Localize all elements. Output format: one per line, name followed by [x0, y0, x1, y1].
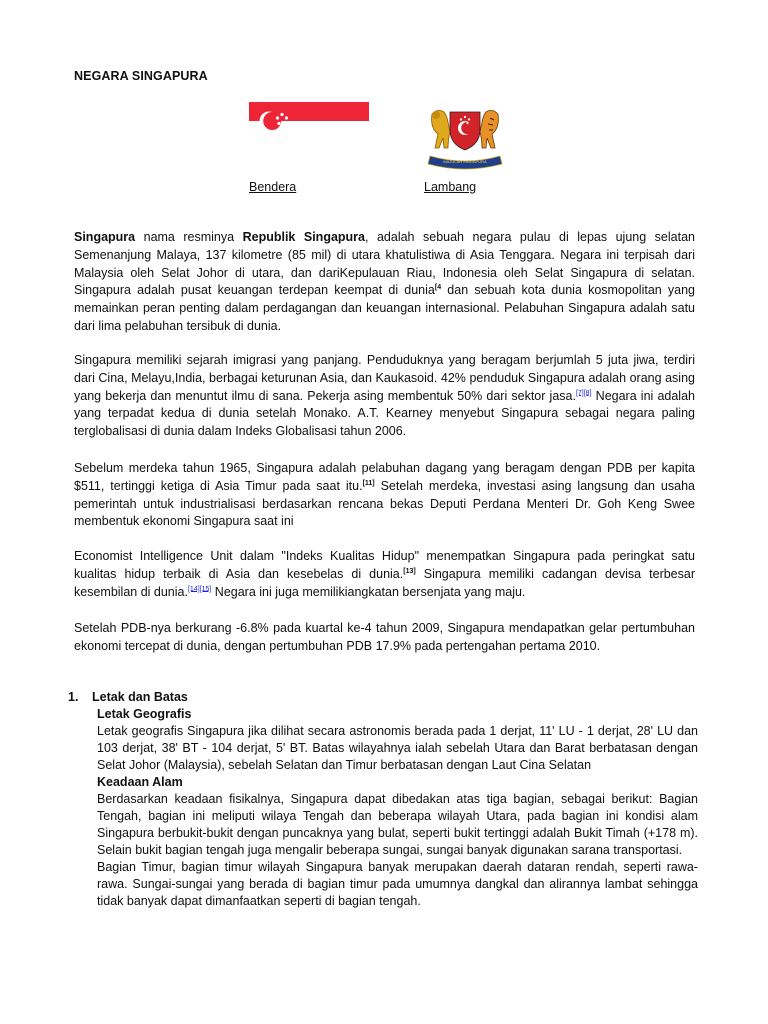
- citation-link[interactable]: [14][15]: [187, 585, 212, 593]
- paragraph-intro: Singapura nama resminya Republik Singapura, adalah sebuah negara pulau di lepas ujung selatan Semenanjung Malaya, 137 kilometre (85 mil) di utara khatulistiwa di Asia Tenggara. Negara ini terpisah dari Malaysia oleh Selat Johor di utara, dan dariKepulauan Riau, Indonesia oleh Selat Singapura di selatan. Singapura adalah pusat keuangan terdepan keempat di dunia$^{[4}$ dan sebuah kota dunia kosmopolitan yang memainkan peran penting dalam perdagangan dan keuangan internasional. Pelabuhan Singapura adalah satu dari lima pelabuhan tersibuk di dunia.: [74, 230, 696, 333]
- section-heading: 1. Letak dan Batas: [68, 690, 188, 704]
- subheading-letak-geografis: Letak Geografis: [97, 707, 192, 721]
- subheading-keadaan-alam: Keadaan Alam: [97, 775, 183, 789]
- coat-caption: Lambang: [424, 180, 477, 194]
- text-keadaan-alam-tengah: Berdasarkan keadaan fisikalnya, Singapura dapat dibedakan atas tiga bagian, sebagai berikut: Bagian Tengah, bagian ini meliputi wilaya Tengah dan beberapa wilayah Utara, pada bagian ini kondisi alam Singapura berbukit-bukit dengan puncaknya yang bulat, seperti bukit tertinggi adalah Bukit Timah (+178 m). Selain bukit bagian tengah juga mengalir beberapa sungai, sungai banyak digunakan sarana transportasi.: [97, 792, 698, 857]
- singapore-flag-image: [249, 102, 369, 140]
- paragraph-quality-of-life: Economist Intelligence Unit dalam "Indeks Kualitas Hidup" menempatkan Singapura pada peringkat satu kualitas hidup terbaik di Asia dan kesebelas di dunia.[13] Singapura memiliki cadangan devisa terbesar kesembilan di dunia.[14][15] Negara ini juga memilikiangkatan bersenjata yang maju.: [74, 549, 695, 599]
- text-keadaan-alam-timur: Bagian Timur, bagian timur wilayah Singapura banyak merupakan daerah dataran rendah, seperti rawa-rawa. Sungai-sungai yang berada di bagian timur pada umumnya dangkal dan alirannya lambat sehingga tidak banyak dapat dimanfaatkan seperti di bagian tengah.: [97, 860, 698, 908]
- flag-caption: Bendera: [249, 180, 297, 194]
- text-letak-geografis: Letak geografis Singapura jika dilihat secara astronomis berada pada 1 derjat, 11' LU - 1 derjat, 28' LU dan 103 derjat, 38' BT - 104 derjat, 5' BT. Batas wilayahnya ialah sebelah Utara dan Barat berbatasan dengan Selat Johor (Malaysia), sebelah Selatan dan Timur berbatasan dengan Laut Cina Selatan: [97, 724, 698, 772]
- coat-motto: MAJULAH SINGAPURA: [443, 159, 487, 164]
- citation-link[interactable]: [7][8]: [575, 389, 592, 397]
- singapore-coat-of-arms-image: [420, 102, 510, 174]
- paragraph-economy-history: Sebelum merdeka tahun 1965, Singapura adalah pelabuhan dagang yang beragam dengan PDB per kapita $511, tertinggi ketiga di Asia Timur pada saat itu.[11] Setelah merdeka, investasi asing langsung dan usaha pemerintah untuk industrialisasi berdasarkan rencana bekas Deputi Perdana Menteri Dr. Goh Keng Swee membentuk ekonomi Singapura saat ini: [74, 461, 695, 529]
- paragraph-gdp-growth: Setelah PDB-nya berkurang -6.8% pada kuartal ke-4 tahun 2009, Singapura mendapatkan gelar pertumbuhan ekonomi tercepat di dunia, dengan pertumbuhan PDB 17.9% pada pertengahan pertama 2010.: [74, 621, 695, 653]
- section-letak-dan-batas: [68, 689, 698, 910]
- page-title: NEGARA SINGAPURA: [74, 69, 208, 83]
- paragraph-population: Singapura memiliki sejarah imigrasi yang panjang. Penduduknya yang beragam berjumlah 5 juta jiwa, terdiri dari Cina, Melayu,India, berbagai keturunan Asia, dan Kaukasoid. 42% penduduk Singapura adalah orang asing yang bekerja dan menuntut ilmu di sana. Pekerja asing membentuk 50% dari sektor jasa.[7][8] Negara ini adalah yang terpadat kedua di dunia setelah Monako. A.T. Kearney menyebut Singapura sebagai negara paling terglobalisasi di dunia dalam Indeks Globalisasi tahun 2006.: [74, 353, 695, 439]
